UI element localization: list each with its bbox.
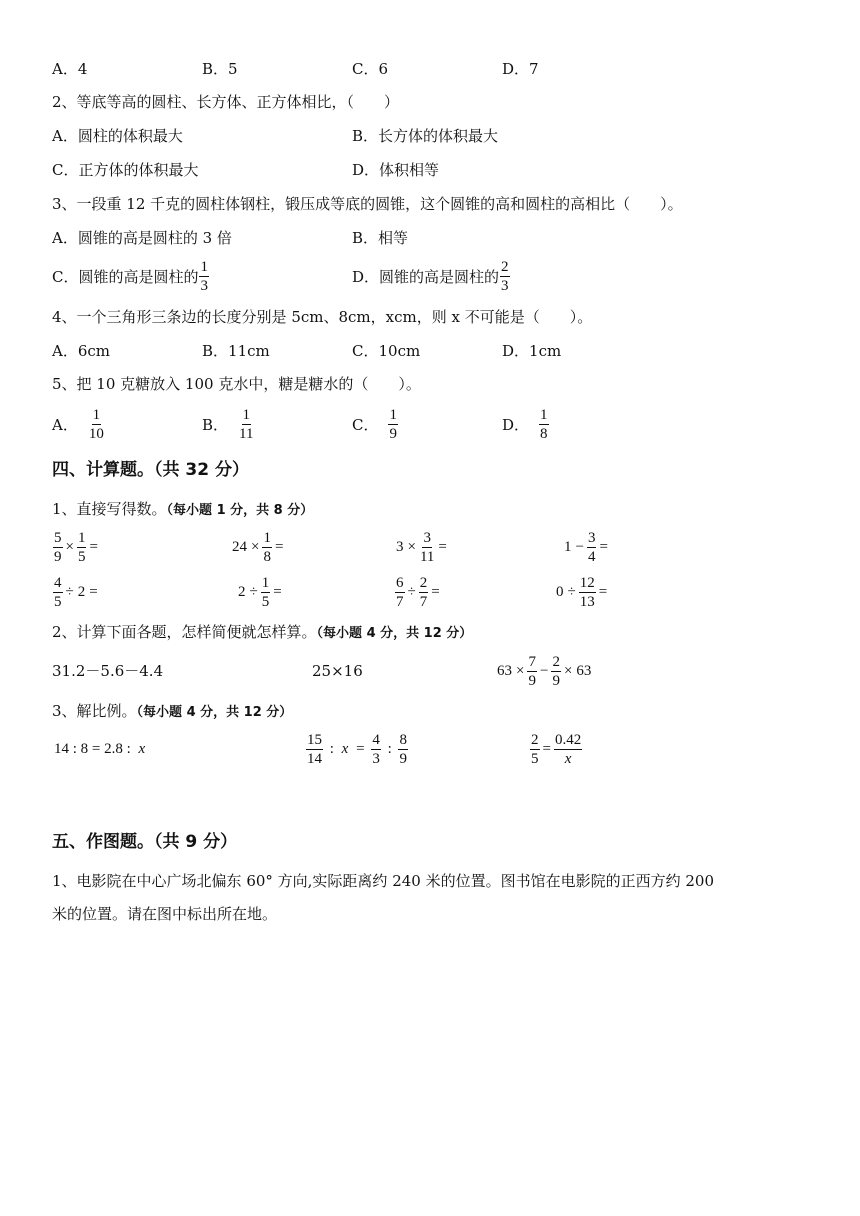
- section4-title: 四、计算题。（共 32 分）: [52, 460, 249, 480]
- q5-option-a-fraction: 1 10: [88, 406, 104, 442]
- q3-stem: 3、一段重 12 千克的圆柱体钢柱，锻压成等底的圆锥，这个圆锥的高和圆柱的高相比（ ）。: [52, 195, 683, 213]
- q4-option-a: A．6cm: [52, 342, 111, 360]
- q5-stem: 5、把 10 克糖放入 100 克水中，糖是糖水的（ ）。: [52, 375, 421, 393]
- section4-p2-note: （每小题 4 分，共 12 分）: [316, 626, 473, 641]
- q5-option-c-fraction: 1 9: [389, 406, 397, 442]
- p2-expr-2: 25×16: [312, 662, 363, 680]
- p1-expr-8: 0 ÷ $\frac{12}{13}$ =: [556, 574, 608, 610]
- section4-p2-stem: 2、计算下面各题，怎样简便就怎样算。: [52, 623, 317, 641]
- p2-expr-3: 63 × $\frac{7}{9}$ − $\frac{2}{9}$ × 63: [497, 653, 592, 689]
- q1-option-a: A．4: [52, 60, 88, 78]
- q5-option-b-fraction: 1 11: [239, 406, 254, 442]
- q2-option-a: A．圆柱的体积最大: [52, 127, 183, 145]
- q4-option-c: C．10cm: [352, 342, 421, 360]
- section4-p2-heading: [52, 623, 472, 643]
- section4-p3-heading: [52, 702, 292, 722]
- p1-expr-6: 2 ÷ $\frac{1}{5}$ =: [238, 574, 282, 610]
- q5-option-c-label: C．: [352, 415, 379, 434]
- q3-option-a: A．圆锥的高是圆柱的 3 倍: [52, 229, 232, 247]
- q5-option-d: [502, 404, 550, 444]
- p2-expr-1: 31.2－5.6－4.4: [52, 662, 164, 680]
- q5-option-c: [352, 404, 399, 444]
- q2-option-c: C．正方体的体积最大: [52, 161, 199, 179]
- p1-expr-7: $\frac{6}{7}$ ÷ $\frac{2}{7}$ =: [396, 574, 440, 610]
- section5-title: 五、作图题。（共 9 分）: [52, 832, 238, 852]
- q1-option-b: B．5: [202, 60, 238, 78]
- q5-option-a-label: A．: [52, 415, 78, 434]
- p1-expr-1: $\frac{5}{9}$ × $\frac{1}{5}$ =: [54, 529, 98, 565]
- q3-option-d-text: D．圆锥的高是圆柱的: [352, 267, 500, 286]
- p3-expr-2: 15 14 : x = $\frac{4}{3}$ : 8 9: [307, 731, 407, 767]
- q1-option-c: C．6: [352, 60, 389, 78]
- q3-option-c-text: C．圆锥的高是圆柱的: [52, 267, 199, 286]
- q4-option-b: B．11cm: [202, 342, 270, 360]
- section4-p3-note: （每小题 4 分，共 12 分）: [136, 705, 293, 720]
- q1-option-d: D．7: [502, 60, 539, 78]
- section4-p3-stem: 3、解比例。: [52, 702, 137, 720]
- p1-expr-4: 1 − $\frac{3}{4}$ =: [564, 529, 608, 565]
- q5-option-b-label: B．: [202, 415, 229, 434]
- section5-q1-line2: 米的位置。请在图中标出所在地。: [52, 905, 278, 923]
- q3-option-b: B．相等: [352, 229, 409, 247]
- q5-option-b: [202, 404, 255, 444]
- q2-stem: 2、等底等高的圆柱、长方体、正方体相比，（ ）: [52, 93, 400, 111]
- q4-option-d: D．1cm: [502, 342, 562, 360]
- p3-expr-1: 14 : 8 = 2.8 : x: [54, 740, 146, 757]
- q3-option-d: [352, 256, 511, 296]
- p1-expr-3: 3 × $\frac{3}{11}$ =: [396, 529, 447, 565]
- q2-option-b: B．长方体的体积最大: [352, 127, 499, 145]
- p1-expr-2: 24 × $\frac{1}{8}$ =: [232, 529, 284, 565]
- section4-p1-note: （每小题 1 分，共 8 分）: [166, 503, 314, 518]
- section4-p1-heading: [52, 500, 313, 520]
- q5-option-d-label: D．: [502, 415, 530, 434]
- q4-stem: 4、一个三角形三条边的长度分别是 5cm、8cm，xcm，则 x 不可能是（ ）。: [52, 308, 593, 326]
- section4-p1-stem: 1、直接写得数。: [52, 500, 167, 518]
- q3-option-d-fraction: 2 3: [501, 258, 509, 294]
- q3-option-c: [52, 256, 210, 296]
- q5-option-d-fraction: 1 8: [540, 406, 548, 442]
- p1-expr-5: $\frac{4}{5}$ ÷ 2 =: [54, 574, 98, 610]
- q5-option-a: [52, 404, 106, 444]
- q2-option-d: D．体积相等: [352, 161, 440, 179]
- section5-q1-line1: 1、电影院在中心广场北偏东 60° 方向,实际距离约 240 米的位置。图书馆在电影院的正西方约 200: [52, 872, 715, 890]
- p3-expr-3: $\frac{2}{5}$ = $\frac{0.42}{x}$: [531, 731, 582, 767]
- q3-option-c-fraction: 1 3: [200, 258, 208, 294]
